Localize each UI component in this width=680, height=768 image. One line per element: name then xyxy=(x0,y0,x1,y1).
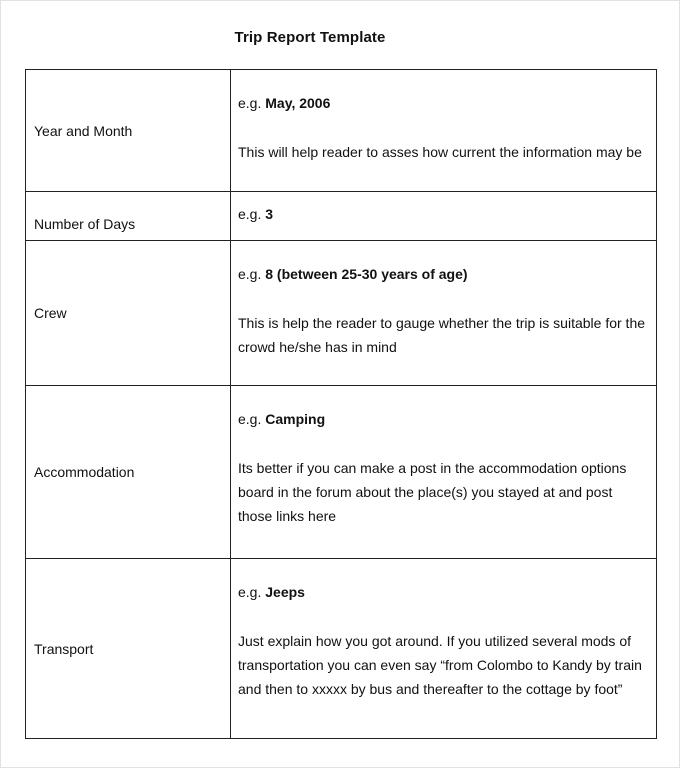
row-value xyxy=(231,386,657,559)
example-value: Camping xyxy=(265,411,326,427)
example-line xyxy=(238,262,650,286)
example-prefix: e.g. xyxy=(238,584,266,600)
table-row-year-and-month xyxy=(26,70,657,192)
row-note: This is help the reader to gauge whether the trip is suitable for the crowd he/she has in mind xyxy=(238,315,646,355)
row-label: Year and Month xyxy=(26,70,231,192)
row-note: Just explain how you got around. If you utilized several mods of transportation you can even say “from Colombo to Kandy by train and then to xxxxx by bus and thereafter to the cottage by foot” xyxy=(238,633,642,697)
example-value: Jeeps xyxy=(265,584,305,600)
table-row-transport xyxy=(26,559,657,739)
example-value: 3 xyxy=(265,206,274,222)
table-row-number-of-days xyxy=(26,192,657,241)
example-prefix: e.g. xyxy=(238,206,266,222)
row-value xyxy=(231,559,657,739)
example-prefix: e.g. xyxy=(238,95,266,111)
trip-report-table xyxy=(25,69,657,739)
example-value: 8 (between 25-30 years of age) xyxy=(265,266,468,282)
example-value: May, 2006 xyxy=(265,95,331,111)
example-line xyxy=(238,91,650,115)
row-label: Number of Days xyxy=(26,192,231,241)
row-note: Its better if you can make a post in the accommodation options board in the forum about the place(s) you stayed at and post those links here xyxy=(238,460,627,524)
page-title: Trip Report Template xyxy=(234,29,386,46)
row-value xyxy=(231,241,657,386)
example-line xyxy=(238,580,650,604)
example-prefix: e.g. xyxy=(238,411,266,427)
example-line xyxy=(238,202,650,226)
example-prefix: e.g. xyxy=(238,266,266,282)
table-row-accommodation xyxy=(26,386,657,559)
row-label: Accommodation xyxy=(26,386,231,559)
example-line xyxy=(238,407,650,431)
table-row-crew xyxy=(26,241,657,386)
row-note: This will help reader to asses how current the information may be xyxy=(238,144,642,160)
row-label: Crew xyxy=(26,241,231,386)
row-value xyxy=(231,192,657,241)
row-label: Transport xyxy=(26,559,231,739)
row-value xyxy=(231,70,657,192)
